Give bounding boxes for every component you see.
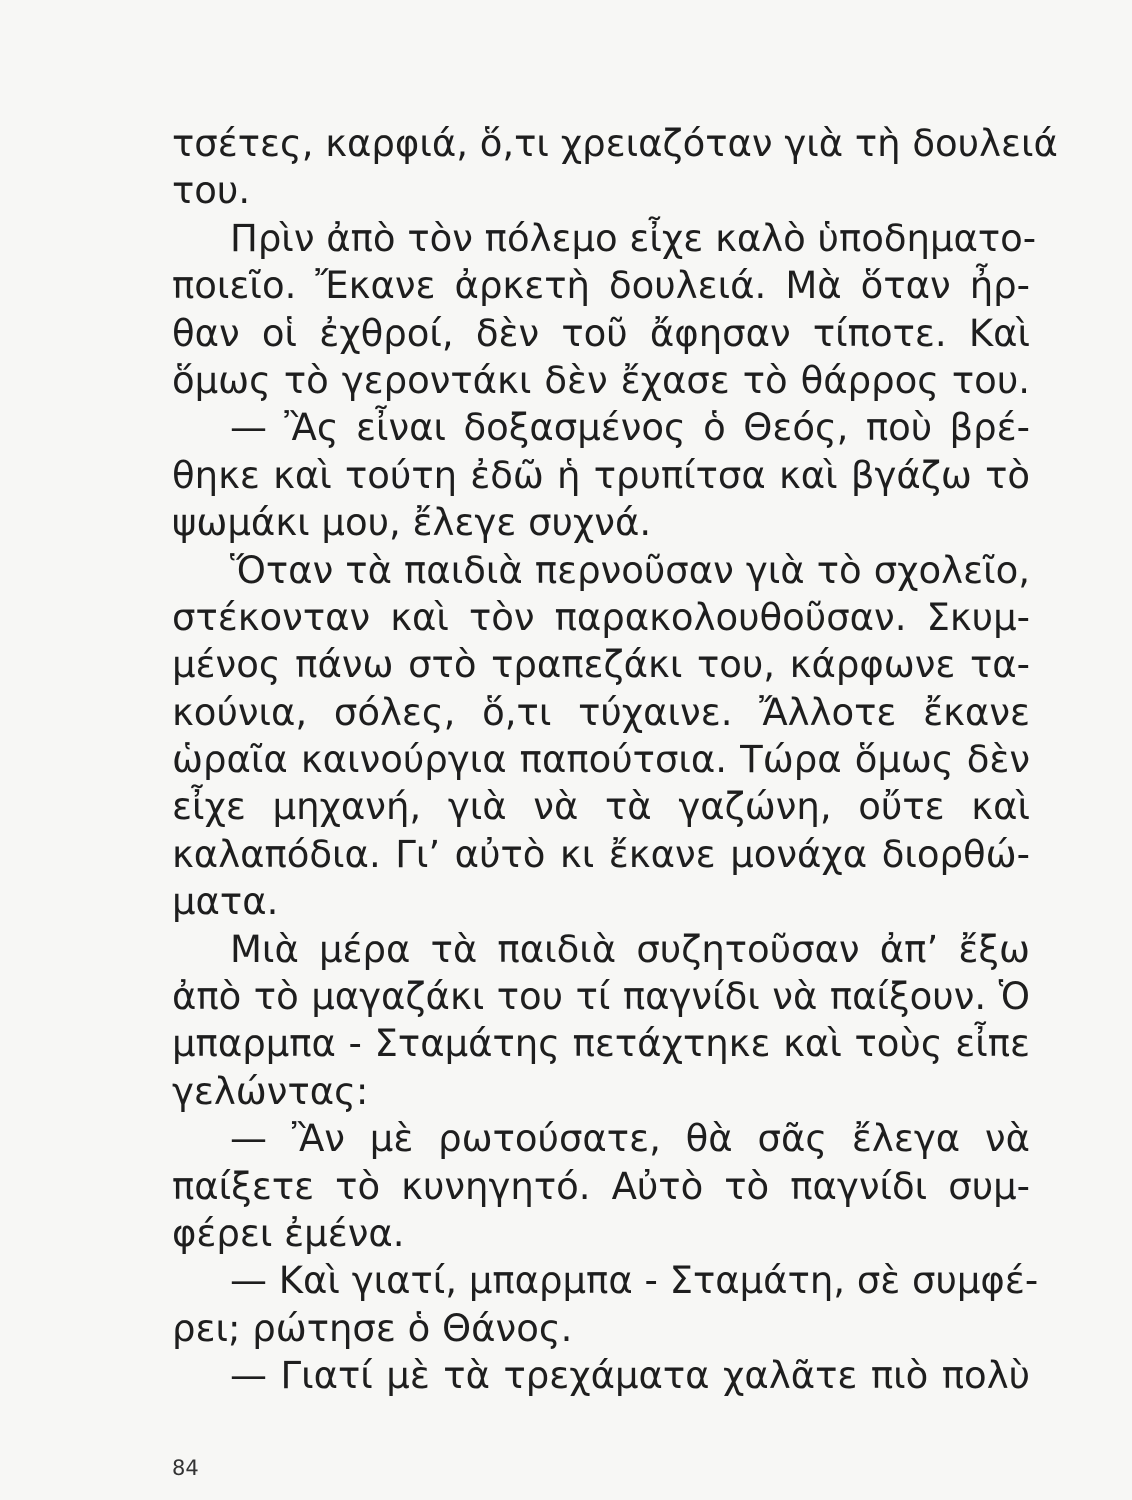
text-line: εἶχε μηχανή, γιὰ νὰ τὰ γαζώνη, οὔτε καὶ bbox=[172, 785, 1030, 829]
text-line: ψωμάκι μου, ἔλεγε συχνά. bbox=[172, 501, 652, 545]
text-line: ὡραῖα καινούργια παπούτσια. Τώρα ὅμως δὲν bbox=[172, 738, 1030, 782]
text-line: γελώντας: bbox=[172, 1069, 369, 1113]
text-line: του. bbox=[172, 169, 251, 213]
text-line: ρει; ρώτησε ὁ Θάνος. bbox=[172, 1306, 573, 1350]
text-line: ὅμως τὸ γεροντάκι δὲν ἔχασε τὸ θάρρος του. bbox=[172, 358, 1030, 402]
text-line: θαν οἱ ἐχθροί, δὲν τοῦ ἄφησαν τίποτε. Καὶ bbox=[172, 311, 1030, 355]
text-line: καλαπόδια. Γι’ αὐτὸ κι ἔκανε μονάχα διορθώ- bbox=[172, 832, 1030, 876]
text-line: ποιεῖο. Ἔκανε ἀρκετὴ δουλειά. Μὰ ὅταν ἦρ- bbox=[172, 264, 1030, 308]
text-line: ματα. bbox=[172, 880, 279, 924]
page-number: 84 bbox=[172, 1456, 199, 1480]
text-line: Ὅταν τὰ παιδιὰ περνοῦσαν γιὰ τὸ σχολεῖο, bbox=[230, 548, 1030, 592]
text-line: κούνια, σόλες, ὅ,τι τύχαινε. Ἄλλοτε ἔκανε bbox=[172, 690, 1030, 734]
text-line: — Ἂν μὲ ρωτούσατε, θὰ σᾶς ἔλεγα νὰ bbox=[230, 1117, 1030, 1161]
text-line: — Καὶ γιατί, μπαρμπα - Σταμάτη, σὲ συμφέ- bbox=[230, 1259, 1039, 1303]
body-text bbox=[172, 120, 1058, 1400]
text-line: παίξετε τὸ κυνηγητό. Αὐτὸ τὸ παγνίδι συμ- bbox=[172, 1164, 1030, 1208]
text-line: — Ἂς εἶναι δοξασμένος ὁ Θεός, ποὺ βρέ- bbox=[230, 406, 1030, 450]
text-line: θηκε καὶ τούτη ἐδῶ ἡ τρυπίτσα καὶ βγάζω τὸ bbox=[172, 453, 1030, 497]
text-line: στέκονταν καὶ τὸν παρακολουθοῦσαν. Σκυμ- bbox=[172, 595, 1030, 639]
text-line: φέρει ἐμένα. bbox=[172, 1211, 405, 1255]
text-line: Μιὰ μέρα τὰ παιδιὰ συζητοῦσαν ἀπ’ ἔξω bbox=[230, 927, 1030, 971]
text-line: μπαρμπα - Σταμάτης πετάχτηκε καὶ τοὺς εἶπε bbox=[172, 1022, 1030, 1066]
text-line: μένος πάνω στὸ τραπεζάκι του, κάρφωνε τα- bbox=[172, 643, 1030, 687]
text-line: Πρὶν ἀπὸ τὸν πόλεμο εἶχε καλὸ ὑποδηματο- bbox=[230, 216, 1037, 260]
text-line: — Γιατί μὲ τὰ τρεχάματα χαλᾶτε πιὸ πολὺ bbox=[230, 1354, 1030, 1398]
text-line: ἀπὸ τὸ μαγαζάκι του τί παγνίδι νὰ παίξουν. Ὁ bbox=[172, 975, 1030, 1019]
text-line: τσέτες, καρφιά, ὅ,τι χρειαζόταν γιὰ τὴ δουλειά bbox=[172, 122, 1058, 165]
